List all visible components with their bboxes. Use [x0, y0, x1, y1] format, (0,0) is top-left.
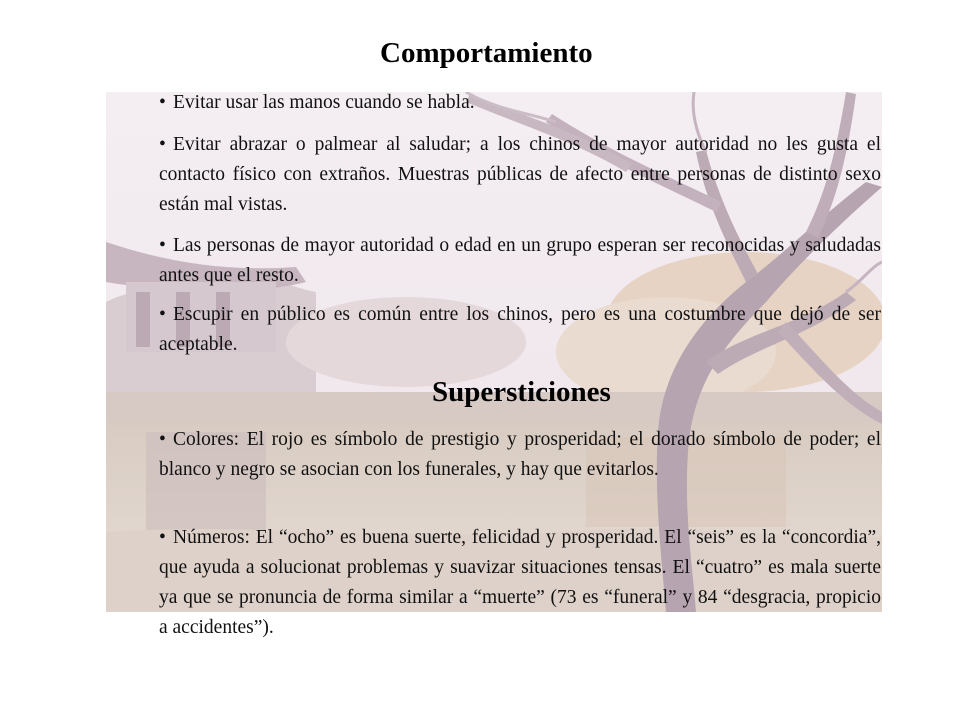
- bullet-item: [159, 88, 881, 118]
- bullet-icon: •: [159, 134, 166, 155]
- section-title-superstitions: Supersticiones: [432, 376, 611, 408]
- bullet-item: [159, 523, 881, 643]
- bullet-icon: •: [159, 527, 166, 548]
- bullet-text: Evitar usar las manos cuando se habla.: [173, 92, 475, 113]
- bullet-item: [159, 425, 881, 485]
- bullet-icon: •: [159, 429, 166, 450]
- bullet-item: [159, 300, 881, 360]
- bullet-item: [159, 231, 881, 291]
- bullet-icon: •: [159, 235, 166, 256]
- bullet-text: Las personas de mayor autoridad o edad en un grupo esperan ser reconocidas y saludadas antes que el resto.: [159, 235, 881, 286]
- bullet-text: Números: El “ocho” es buena suerte, felicidad y prosperidad. El “seis” es la “concordia”, que ayuda a solucionat problemas y suavizar situaciones tensas. El “cuatro” es mala suerte ya que se pronuncia de forma similar a “muerte” (73 es “funeral” y 84 “desgracia, propicio a accidentes”).: [159, 527, 881, 638]
- section-title-behavior: Comportamiento: [380, 37, 593, 69]
- bullet-item: [159, 130, 881, 220]
- bullet-text: Evitar abrazar o palmear al saludar; a los chinos de mayor autoridad no les gusta el contacto físico con extraños. Muestras públicas de afecto entre personas de distinto sexo están mal vistas.: [159, 134, 881, 215]
- bullet-icon: •: [159, 304, 166, 325]
- bullet-text: Escupir en público es común entre los chinos, pero es una costumbre que dejó de ser aceptable.: [159, 304, 881, 355]
- bullet-icon: •: [159, 92, 166, 113]
- bullet-text: Colores: El rojo es símbolo de prestigio y prosperidad; el dorado símbolo de poder; el blanco y negro se asocian con los funerales, y hay que evitarlos.: [159, 429, 881, 480]
